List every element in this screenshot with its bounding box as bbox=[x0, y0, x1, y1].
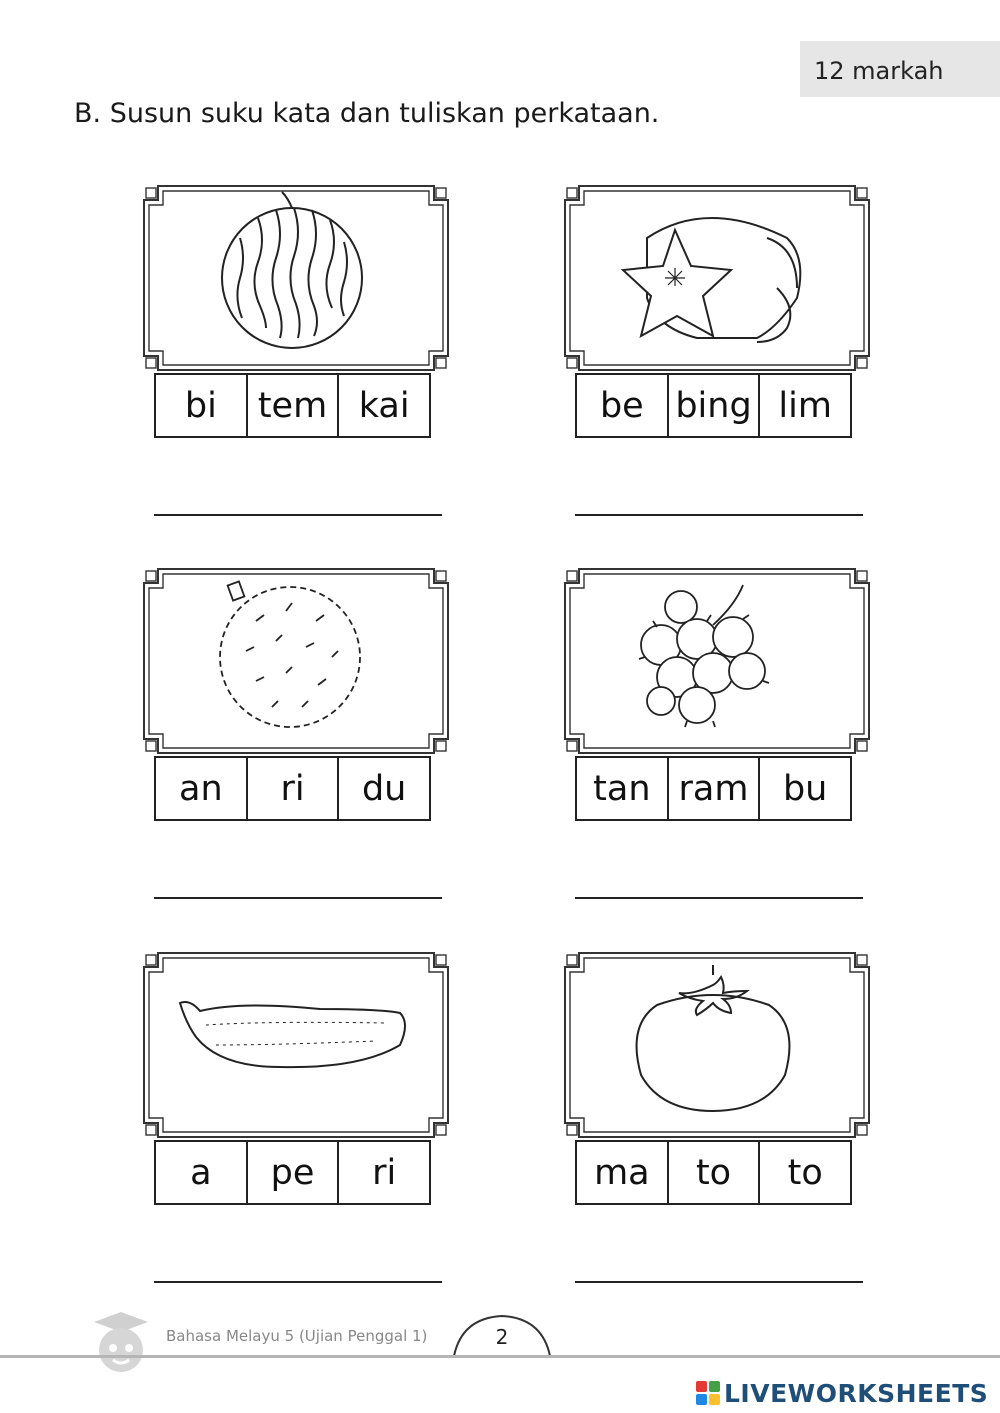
syllable-cell: to bbox=[669, 1142, 761, 1203]
syllable-box bbox=[575, 373, 852, 438]
answer-line[interactable] bbox=[154, 897, 442, 899]
syllable-box bbox=[575, 1140, 852, 1205]
syllable-cell: du bbox=[361, 768, 407, 809]
liveworksheets-logo-icon bbox=[696, 1381, 720, 1405]
syllable-cell: bi bbox=[156, 375, 248, 436]
answer-line[interactable] bbox=[154, 1281, 442, 1283]
syllable-cell: ri bbox=[372, 1152, 397, 1193]
answer-line[interactable] bbox=[575, 514, 863, 516]
instruction-heading: B. Susun suku kata dan tuliskan perkataan. bbox=[74, 98, 660, 129]
syllable-cell: pe bbox=[248, 1142, 340, 1203]
starfruit-icon bbox=[623, 218, 800, 342]
syllable-cell: a bbox=[156, 1142, 248, 1203]
exercise-item-2 bbox=[557, 178, 877, 538]
page-number: 2 bbox=[495, 1325, 509, 1349]
syllable-cell: tem bbox=[248, 375, 340, 436]
durian-icon bbox=[220, 581, 360, 727]
picture-frame bbox=[557, 178, 877, 378]
tomato-icon bbox=[637, 965, 790, 1111]
syllable-cell: ram bbox=[669, 758, 761, 819]
syllable-box bbox=[154, 756, 431, 821]
picture-frame bbox=[136, 945, 456, 1145]
syllable-cell: ma bbox=[577, 1142, 669, 1203]
brand-name: LIVEWORKSHEETS bbox=[724, 1378, 989, 1408]
picture-frame bbox=[557, 561, 877, 761]
picture-frame bbox=[557, 945, 877, 1145]
footer-divider bbox=[0, 1355, 1000, 1358]
answer-line[interactable] bbox=[575, 897, 863, 899]
answer-line[interactable] bbox=[575, 1281, 863, 1283]
brand-logo[interactable] bbox=[696, 1378, 988, 1408]
syllable-cell: lim bbox=[778, 385, 832, 426]
exercise-item-3 bbox=[136, 561, 456, 921]
mascot-icon bbox=[86, 1310, 156, 1374]
rambutan-icon bbox=[639, 585, 769, 727]
marks-label: 12 markah bbox=[814, 57, 944, 85]
syllable-cell: kai bbox=[358, 385, 410, 426]
footer-book-title: Bahasa Melayu 5 (Ujian Penggal 1) bbox=[166, 1327, 428, 1345]
exercise-item-5 bbox=[136, 945, 456, 1305]
marks-badge bbox=[800, 41, 1000, 97]
answer-line[interactable] bbox=[154, 514, 442, 516]
syllable-cell: tan bbox=[577, 758, 669, 819]
watermelon-icon bbox=[222, 192, 362, 348]
syllable-box bbox=[154, 1140, 431, 1205]
cucumber-icon bbox=[180, 1002, 405, 1067]
syllable-cell: bing bbox=[669, 375, 761, 436]
exercise-item-1 bbox=[136, 178, 456, 538]
syllable-box bbox=[575, 756, 852, 821]
picture-frame bbox=[136, 561, 456, 761]
syllable-cell: an bbox=[156, 758, 248, 819]
syllable-box bbox=[154, 373, 431, 438]
syllable-cell: bu bbox=[782, 768, 828, 809]
syllable-cell: to bbox=[787, 1152, 823, 1193]
exercise-item-4 bbox=[557, 561, 877, 921]
syllable-cell: be bbox=[577, 375, 669, 436]
syllable-cell: ri bbox=[248, 758, 340, 819]
exercise-item-6 bbox=[557, 945, 877, 1305]
picture-frame bbox=[136, 178, 456, 378]
